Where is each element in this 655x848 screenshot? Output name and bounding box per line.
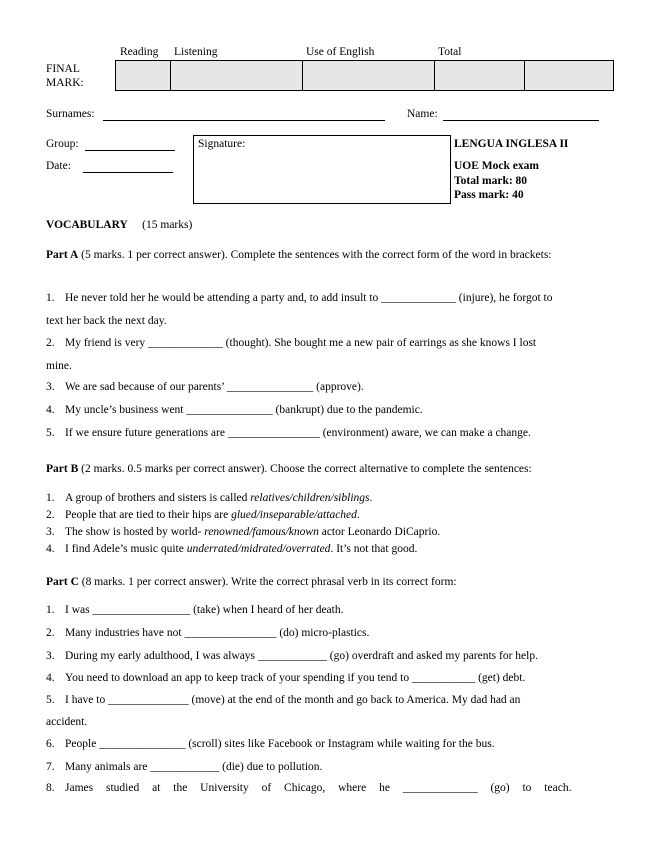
answer-blank[interactable]: _______________	[99, 738, 186, 750]
part-a-item-2: 2. My friend is very _____________ (thought). She bought me a new pair of earrings as she knows I lost	[46, 337, 537, 349]
part-b-label: Part B	[46, 463, 79, 475]
part-a-instructions: Part A (5 marks. 1 per correct answer). Complete the sentences with the correct form of the word in brackets:	[46, 249, 552, 261]
surnames-field[interactable]	[103, 120, 385, 121]
choice-options[interactable]: underrated/midrated/overrated	[186, 543, 331, 555]
answer-blank[interactable]: _____________	[402, 782, 478, 794]
part-a-item-4: 4. My uncle’s business went _______________ (bankrupt) due to the pandemic.	[46, 404, 423, 416]
part-b-item-2: 2. People that are tied to their hips are glued/inseparable/attached.	[46, 509, 360, 521]
part-c-item-6: 6. People _______________ (scroll) sites like Facebook or Instagram while waiting for the bus.	[46, 738, 495, 750]
signature-label: Signature:	[198, 138, 246, 150]
answer-blank[interactable]: _______________	[227, 381, 314, 393]
name-label: Name:	[407, 108, 438, 120]
part-b-item-3: 3. The show is hosted by world- renowned/famous/known actor Leonardo DiCaprio.	[46, 526, 441, 538]
answer-blank[interactable]: ________________	[184, 627, 277, 639]
answer-blank[interactable]: ____________	[150, 761, 220, 773]
answer-blank[interactable]: _________________	[92, 604, 191, 616]
part-a-item-5: 5. If we ensure future generations are ________________ (environment) aware, we can make a change.	[46, 427, 531, 439]
answer-blank[interactable]: ___________	[411, 672, 476, 684]
part-a-label: Part A	[46, 249, 79, 261]
part-a-item-3: 3. We are sad because of our parents’ _______________ (approve).	[46, 381, 364, 393]
choice-options[interactable]: relatives/children/siblings	[250, 492, 370, 504]
answer-blank[interactable]: _______________	[186, 404, 273, 416]
col-use-of-english: Use of English	[306, 46, 375, 58]
group-field[interactable]	[85, 150, 175, 151]
date-field[interactable]	[83, 172, 173, 173]
use-of-english-mark-cell[interactable]	[302, 60, 435, 91]
date-label: Date:	[46, 160, 71, 172]
answer-blank[interactable]: ____________	[257, 650, 327, 662]
listening-mark-cell[interactable]	[170, 60, 303, 91]
reading-mark-cell[interactable]	[115, 60, 171, 91]
part-c-label: Part C	[46, 576, 79, 588]
part-b-item-1: 1. A group of brothers and sisters is called relatives/children/siblings.	[46, 492, 373, 504]
signature-box[interactable]	[193, 135, 451, 204]
choice-options[interactable]: glued/inseparable/attached	[231, 509, 357, 521]
part-c-item-5: 5. I have to ______________ (move) at the end of the month and go back to America. My dad had an	[46, 694, 521, 706]
part-c-item-2: 2. Many industries have not ________________ (do) micro-plastics.	[46, 627, 370, 639]
part-c-instructions: Part C (8 marks. 1 per correct answer). Write the correct phrasal verb in its correct form:	[46, 576, 457, 588]
part-c-item-4: 4. You need to download an app to keep track of your spending if you tend to ___________ (get) debt.	[46, 672, 526, 684]
part-c-item-1: 1. I was _________________ (take) when I heard of her death.	[46, 604, 344, 616]
part-c-item-8: 8. James studied at the University of Chicago, where he _____________ (go) to teach.	[46, 782, 572, 794]
final-mark-label-2: MARK:	[46, 77, 84, 89]
part-a-item-2-cont: mine.	[46, 360, 72, 372]
answer-blank[interactable]: ________________	[227, 427, 320, 439]
part-a-item-1-cont: text her back the next day.	[46, 315, 167, 327]
vocabulary-heading: VOCABULARY (15 marks)	[46, 219, 193, 231]
part-c-item-5-cont: accident.	[46, 716, 88, 728]
col-listening: Listening	[174, 46, 218, 58]
surnames-label: Surnames:	[46, 108, 95, 120]
pass-mark-text: Pass mark: 40	[454, 189, 524, 201]
exam-title: UOE Mock exam	[454, 160, 539, 172]
name-field[interactable]	[443, 120, 599, 121]
part-a-item-1: 1. He never told her he would be attending a party and, to add insult to _____________ (injure), he forgot to	[46, 292, 553, 304]
col-total: Total	[438, 46, 462, 58]
total-mark-text: Total mark: 80	[454, 175, 528, 187]
part-c-item-3: 3. During my early adulthood, I was always ____________ (go) overdraft and asked my parents for help.	[46, 650, 538, 662]
total-mark-cell[interactable]	[434, 60, 525, 91]
answer-blank[interactable]: _____________	[381, 292, 456, 304]
final-mark-label-1: FINAL	[46, 63, 80, 75]
final-mark-cell[interactable]	[524, 60, 614, 91]
answer-blank[interactable]: _____________	[148, 337, 223, 349]
choice-options[interactable]: renowned/famous/known	[204, 526, 319, 538]
part-c-item-7: 7. Many animals are ____________ (die) due to pollution.	[46, 761, 323, 773]
part-b-item-4: 4. I find Adele’s music quite underrated/midrated/overrated. It’s not that good.	[46, 543, 418, 555]
col-reading: Reading	[120, 46, 159, 58]
part-b-instructions: Part B (2 marks. 0.5 marks per correct answer). Choose the correct alternative to complete the sentences:	[46, 463, 532, 475]
course-title: LENGUA INGLESA II	[454, 138, 569, 150]
answer-blank[interactable]: ______________	[108, 694, 189, 706]
group-label: Group:	[46, 138, 79, 150]
